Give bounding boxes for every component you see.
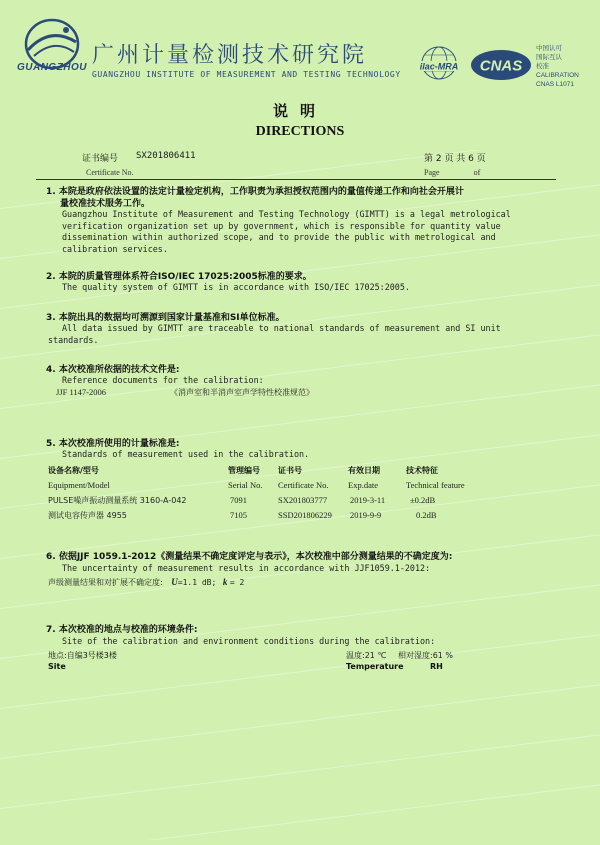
table-row-2-certificate: SSD201806229: [278, 510, 332, 520]
cnas-text: CNAS: [479, 57, 523, 75]
section-3-heading: 3. 本院出具的数据均可溯源到国家计量基准和SI单位标准。: [46, 313, 285, 323]
page-number-en: [424, 168, 480, 177]
table-header-cn-certificate: 证书号: [278, 466, 302, 475]
ilac-mra-logo-icon: [410, 45, 468, 85]
cnas-cn-line-2: 国际互认: [536, 54, 562, 61]
ilac-mra-text: ilac-MRA: [419, 61, 459, 72]
uncertainty-prefix: 声级测量结果和对扩展不确定度:: [48, 578, 163, 587]
page-title-en: DIRECTIONS: [255, 124, 345, 139]
page-title-cn: 说明: [272, 102, 327, 120]
letterhead: [0, 0, 600, 95]
certificate-label-cn: 证书编号: [82, 154, 119, 164]
temperature-label-en: Temperature: [346, 662, 404, 671]
table-header-cn-expdate: 有效日期: [348, 466, 380, 475]
table-header-en-equipment: Equipment/Model: [48, 480, 110, 490]
table-row-1-feature: ±0.2dB: [410, 495, 436, 505]
cnas-logo-icon: [470, 48, 532, 82]
uncertainty-u-symbol: U: [171, 577, 178, 587]
uncertainty-k-value: = 2: [229, 578, 245, 587]
cnas-en-line-1: CALIBRATION: [536, 72, 579, 79]
section-3-text-en: All data issued by GIMTT are traceable to national standards of measurement and SI unit standards.: [48, 323, 501, 345]
section-4-heading: 4. 本次校准所依据的技术文件是:: [46, 365, 180, 375]
table-header-en-feature: Technical feature: [406, 480, 465, 490]
certificate-number: SX201806411: [136, 151, 196, 161]
page-number-cn: 第 2 页 共 6 页: [424, 154, 486, 164]
humidity-value: 相对湿度:61 %: [398, 651, 454, 660]
section-5-text-en: Standards of measurement used in the calibration.: [62, 449, 310, 459]
table-row-2-expdate: 2019-9-9: [350, 510, 382, 520]
cnas-en-line-2: CNAS L1071: [536, 81, 574, 88]
table-row-2-serial: 7105: [230, 510, 247, 520]
table-header-cn-feature: 技术特征: [406, 466, 438, 475]
section-6-text-en: The uncertainty of measurement results in accordance with JJF1059.1-2012:: [62, 563, 431, 573]
section-1-text-en: Guangzhou Institute of Measurement and Testing Technology (GIMTT) is a legal metrological verification organization set up by government, which is responsible for quantity value dissemination within authorized scope, and to provide the public with metrological and calibration services.: [62, 209, 511, 254]
table-header-cn-equipment: 设备名称/型号: [48, 466, 99, 475]
cnas-accreditation-block: [536, 44, 598, 89]
reference-document-name: 《消声室和半消声室声学特性校准规范》: [170, 388, 314, 397]
section-2-text-en: The quality system of GIMTT is in accordance with ISO/IEC 17025:2005.: [62, 282, 410, 292]
table-row-1-expdate: 2019-3-11: [350, 495, 386, 505]
table-row-2-feature: 0.2dB: [416, 510, 437, 520]
uncertainty-k-symbol: k: [222, 577, 228, 587]
cnas-cn-line-1: 中国认可: [536, 45, 562, 52]
table-row-1-certificate: SX201803777: [278, 495, 328, 505]
table-row-1-equipment: PULSE噪声振动测量系统 3160-A-042: [48, 496, 187, 505]
table-row-2-equipment: 测试电容传声器 4955: [48, 511, 127, 520]
logo-wordmark: GUANGZHOU: [16, 62, 88, 73]
calibration-site-en: Site: [48, 662, 66, 671]
of-label-en: of: [473, 168, 481, 177]
cnas-cn-line-3: 校准: [536, 63, 549, 70]
table-header-en-serial: Serial No.: [228, 480, 263, 490]
institute-name-cn: 广州计量检测技术研究院: [92, 43, 368, 68]
temperature-value: 温度:21 ℃: [346, 651, 387, 660]
calibration-site-cn: 地点:自编3号楼3楼: [48, 651, 117, 660]
table-header-en-expdate: Exp.date: [348, 480, 378, 490]
section-4-text-en: Reference documents for the calibration:: [62, 375, 264, 385]
table-row-1-serial: 7091: [230, 495, 247, 505]
section-1-heading-line-2: 量校准技术服务工作。: [60, 199, 151, 209]
section-2-heading: 2. 本院的质量管理体系符合ISO/IEC 17025:2005标准的要求。: [46, 272, 312, 282]
section-7-heading: 7. 本次校准的地点与校准的环境条件:: [46, 625, 198, 635]
section-6-heading: 6. 依据JJF 1059.1-2012《测量结果不确定度评定与表示》，本次校准中部分测量结果的不确定度为:: [46, 552, 453, 562]
humidity-label-en: RH: [430, 662, 443, 671]
section-1-heading-line-1: 1. 本院是政府依法设置的法定计量检定机构，工作职责为承担授权范围内的量值传递工作和向社会开展计: [46, 187, 464, 197]
section-7-text-en: Site of the calibration and environment conditions during the calibration:: [62, 636, 436, 646]
uncertainty-u-value: =1.1 dB;: [177, 578, 217, 587]
header-divider: [36, 179, 556, 180]
section-5-heading: 5. 本次校准所使用的计量标准是:: [46, 439, 180, 449]
reference-document-code: JJF 1147-2006: [56, 387, 106, 397]
page-label-en: Page: [424, 168, 440, 177]
certificate-label-en: Certificate No.: [86, 168, 134, 177]
table-header-cn-serial: 管理编号: [228, 466, 260, 475]
table-header-en-certificate: Certificate No.: [278, 480, 329, 490]
uncertainty-statement: [48, 577, 244, 588]
institute-name-en: GUANGZHOU INSTITUTE OF MEASUREMENT AND TESTING TECHNOLOGY: [92, 70, 401, 79]
